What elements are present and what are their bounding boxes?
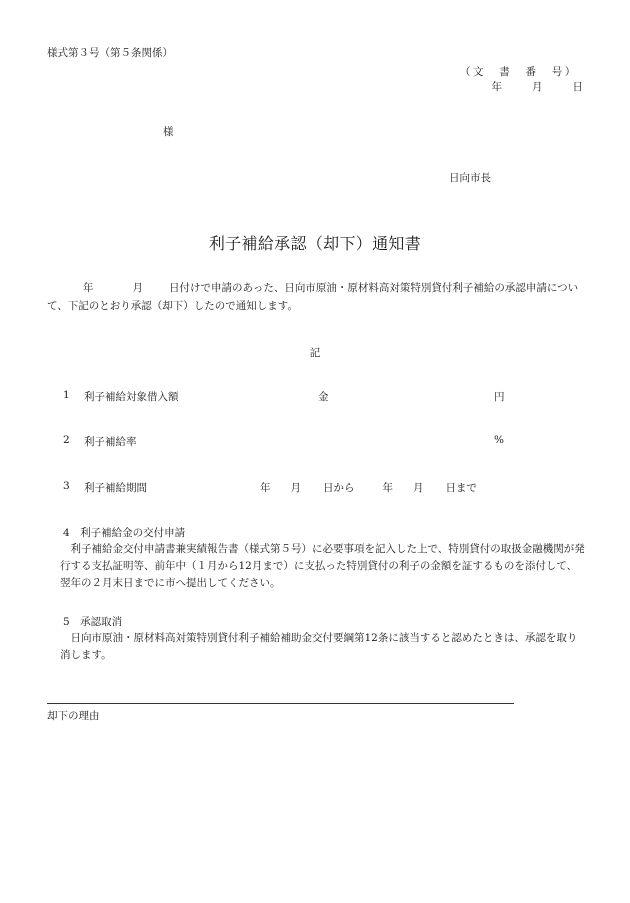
date-year: 年 <box>491 81 502 93</box>
item-number: 2 <box>63 434 70 446</box>
period-end-month: 月 <box>413 482 424 494</box>
issue-month: 月 <box>132 282 143 294</box>
item-label-period: 利子補給期間 <box>84 482 147 494</box>
period-start-day: 日から <box>323 482 355 494</box>
item-number: 3 <box>63 480 70 492</box>
item-number: 1 <box>63 389 70 401</box>
period-fields <box>260 480 477 495</box>
sender: 日向市長 <box>449 172 491 184</box>
section-heading-application: 4 利子補給金の交付申請 <box>63 527 186 539</box>
rejection-reason-label: 却下の理由 <box>47 710 100 722</box>
date-month: 月 <box>532 81 543 93</box>
ki-heading: 記 <box>309 347 321 359</box>
issue-year: 年 <box>83 282 94 294</box>
percent-unit: % <box>494 434 504 446</box>
item-label-rate: 利子補給率 <box>84 436 137 448</box>
divider <box>47 703 514 704</box>
yen-unit: 円 <box>494 391 505 403</box>
period-end-year: 年 <box>382 482 393 494</box>
item-label-loan-amount: 利子補給対象借入額 <box>84 391 179 403</box>
document-number-label: （文 書 番 号） <box>459 66 578 78</box>
date-line <box>492 79 584 94</box>
kin-label: 金 <box>318 391 329 403</box>
form-number: 様式第３号（第５条関係） <box>47 47 173 59</box>
section-heading-revocation: 5 承認取消 <box>63 616 123 628</box>
date-day: 日 <box>572 81 583 93</box>
period-end-day: 日まで <box>445 482 477 494</box>
notice-body <box>47 279 587 315</box>
recipient: 様 <box>163 126 174 138</box>
section-text-application: 利子補給金交付申請書兼実績報告書（様式第５号）に必要事項を記入した上で、特別貸付の取扱金融機関が発行する支払証明等、前年中（１月から12月まで）に支払った特別貸付の利子の金額を証するものを添付して、翌年の２月末日までに市へ提出してください。 <box>60 543 585 589</box>
notice-text: 日付けで申請のあった、日向市原油・原材料高対策特別貸付利子補給の承認申請について、下記のとおり承認（却下）したので通知します。 <box>47 282 579 312</box>
period-start-month: 月 <box>290 482 301 494</box>
page-title: 利子補給承認（却下）通知書 <box>208 234 422 253</box>
issue-date <box>47 282 169 294</box>
section-text-revocation: 日向市原油・原材料高対策特別貸付利子補給補助金交付要綱第12条に該当すると認めたときは、承認を取り消します。 <box>60 632 578 661</box>
period-start-year: 年 <box>260 482 271 494</box>
